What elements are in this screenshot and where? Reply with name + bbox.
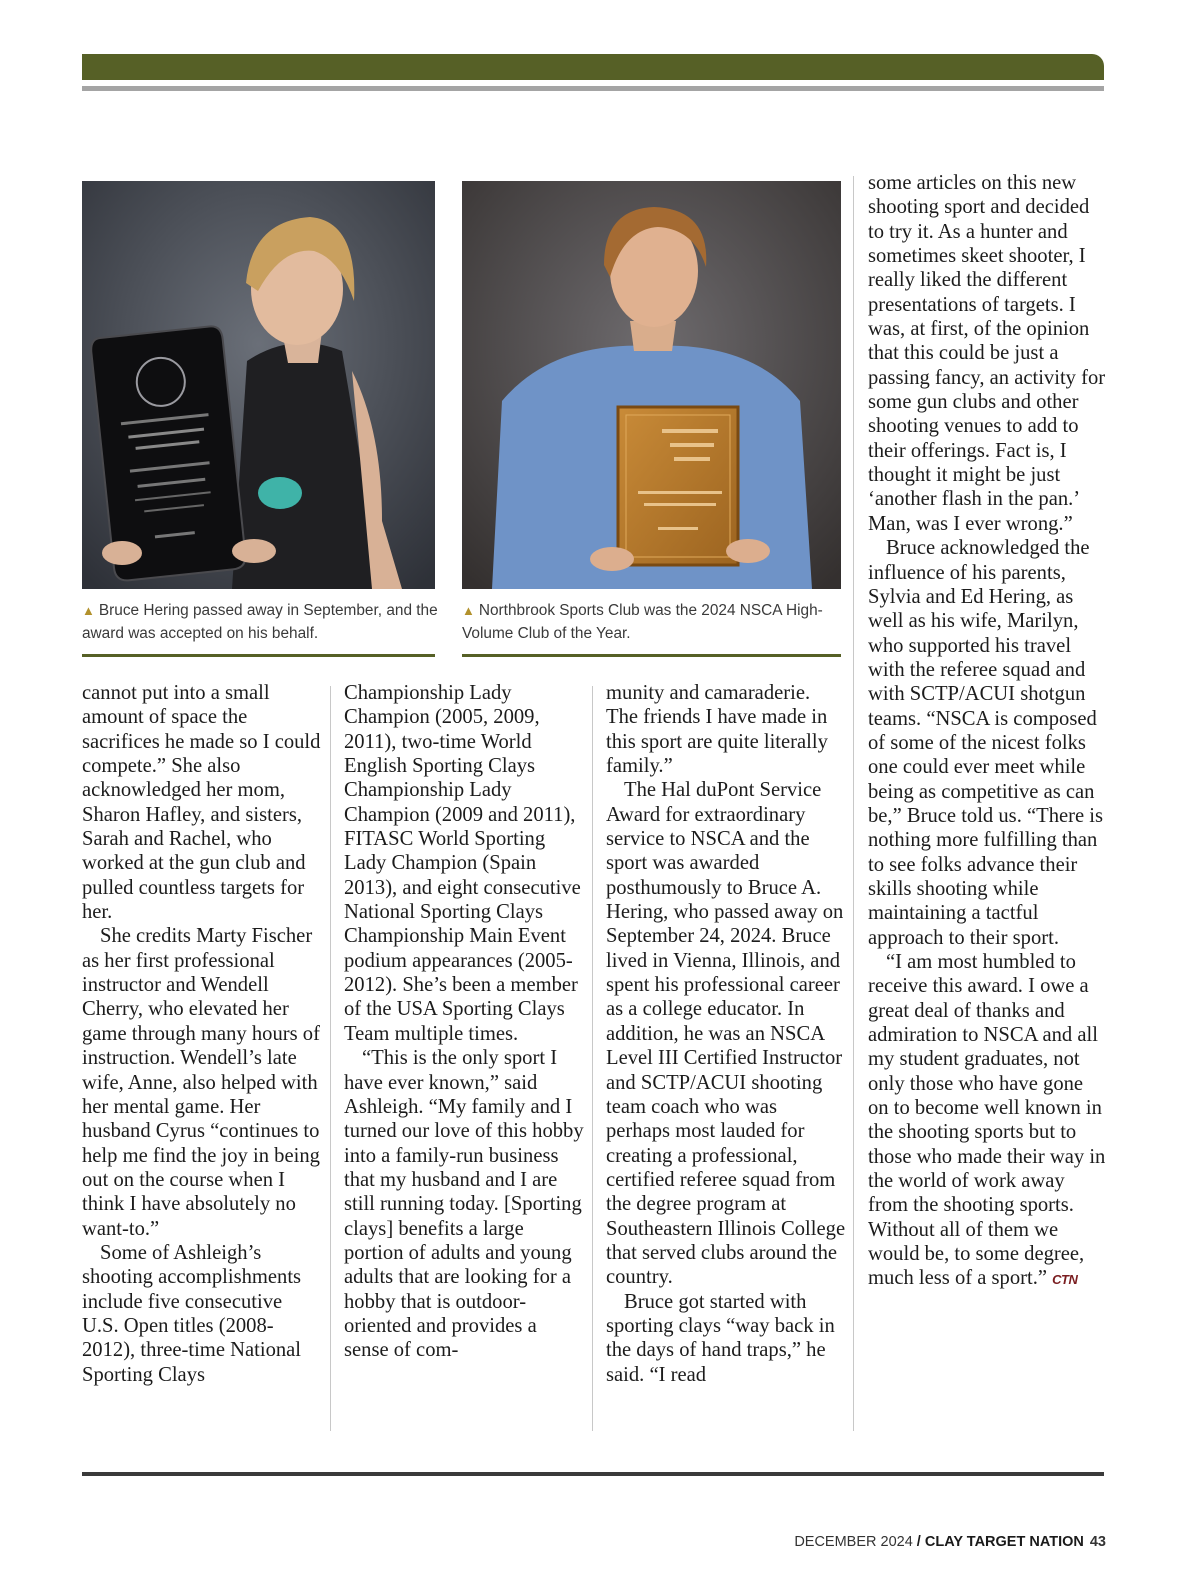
photo-northbrook-award	[462, 181, 841, 589]
paragraph-final	[868, 950, 1108, 1293]
page-footer	[794, 1534, 1106, 1550]
paragraph: Bruce acknowledged the influence of his parents, Sylvia and Ed Hering, as well as his wife, Marilyn, who supported his travel with the referee squad and with SCTP/ACUI shotgun teams. “NSCA is composed of some of the nicest folks one could ever meet while being as competitive as can be,” Bruce told us. “There is nothing more fulfilling than to see folks advance their skills shooting while maintaining a tactful approach to their sport.	[868, 537, 1104, 949]
paragraph: some articles on this new shooting sport and decided to try it. As a hunter and sometimes skeet shooter, I really liked the different presentations of targets. I was, at first, of the opinion that this could be just a passing fancy, an activity for some gun clubs and other shooting venues to add to their offerings. Fact is, I thought it might be just ‘another flash in the pan.’ Man, was I ever wrong.”	[868, 172, 1106, 535]
paragraph: “This is the only sport I have ever known,” said Ashleigh. “My family and I turned our love of this hobby into a family-run business that my husband and I are still running today. [Sporting clays] benefits a large portion of adults and young adults that are looking for a hobby that is outdoor-oriented and provides a sense of com-	[344, 1047, 584, 1362]
paragraph: She credits Marty Fischer as her first professional instructor and Wendell Cherry, who elevated her game through many hours of instruction. Wendell’s late wife, Anne, also helped with her mental game. Her husband Cyrus “continues to help me find the joy in being out on the course when I think I have absolutely no want-to.”	[82, 925, 320, 1240]
column-divider	[330, 686, 331, 1431]
header-band	[82, 54, 1104, 80]
caption-triangle-icon: ▲	[82, 603, 95, 618]
photo-caption-left	[82, 599, 442, 645]
paragraph: The Hal duPont Service Award for extraordinary service to NSCA and the sport was awarded posthumously to Bruce A. Hering, who passed away on September 24, 2024. Bruce lived in Vienna, Illinois, and spent his professional career as a college educator. In addition, he was an NSCA Level III Certified Instructor and SCTP/ACUI shooting team coach who was perhaps most lauded for creating a professional, certified referee squad from the degree program at Southeastern Illinois College that served clubs around the country.	[606, 779, 846, 1289]
paragraph-final-text: “I am most humbled to receive this award. I owe a great deal of thanks and admiration to NSCA and all my student graduates, not only those who have gone on to become well known in the shooting sports but to those who made their way in the world of work away from the shooting sports. Without all of them we would be, to some degree, much less of a sport.”	[868, 951, 1106, 1290]
caption-text-right: Northbrook Sports Club was the 2024 NSCA High-Volume Club of the Year.	[462, 602, 823, 642]
footer-issue: DECEMBER 2024	[794, 1534, 913, 1550]
article-column-4	[868, 171, 1108, 1293]
footer-rule	[82, 1472, 1104, 1476]
paragraph: cannot put into a small amount of space the sacrifices he made so I could compete.” She also acknowledged her mom, Sharon Hafley, and sisters, Sarah and Rachel, who worked at the gun club and pulled countless targets for her.	[82, 682, 321, 924]
paragraph: Championship Lady Champion (2005, 2009, 2011), two-time World English Sporting Clays Championship Lady Champion (2009 and 2011), FITASC World Sporting Lady Champion (Spain 2013), and eight consecutive National Sporting Clays Championship Main Event podium appearances (2005-2012). She’s been a member of the USA Sporting Clays Team multiple times.	[344, 682, 581, 1045]
paragraph: Bruce got started with sporting clays “way back in the days of hand traps,” he said. “I read	[606, 1290, 835, 1386]
end-mark-logo: CTN	[1052, 1272, 1078, 1288]
article-column-3	[606, 681, 846, 1387]
caption-rule-right	[462, 654, 841, 657]
paragraph: munity and camaraderie. The friends I have made in this sport are quite literally family.”	[606, 682, 828, 778]
header-rule	[82, 86, 1104, 91]
footer-magazine-name: CLAY TARGET NATION	[924, 1534, 1084, 1550]
column-divider	[853, 176, 854, 1431]
caption-triangle-icon: ▲	[462, 603, 475, 618]
article-column-1	[82, 681, 322, 1387]
article-column-2	[344, 681, 584, 1363]
page-number: 43	[1089, 1534, 1106, 1550]
column-divider	[592, 686, 593, 1431]
caption-rule-left	[82, 654, 435, 657]
photo-bruce-hering-award	[82, 181, 435, 589]
footer-separator: /	[912, 1534, 925, 1550]
caption-text-left: Bruce Hering passed away in September, and the award was accepted on his behalf.	[82, 602, 438, 642]
photo-caption-right	[462, 599, 847, 645]
paragraph: Some of Ashleigh’s shooting accomplishments include five consecutive U.S. Open titles (2008-2012), three-time National Sporting Clays	[82, 1241, 302, 1386]
